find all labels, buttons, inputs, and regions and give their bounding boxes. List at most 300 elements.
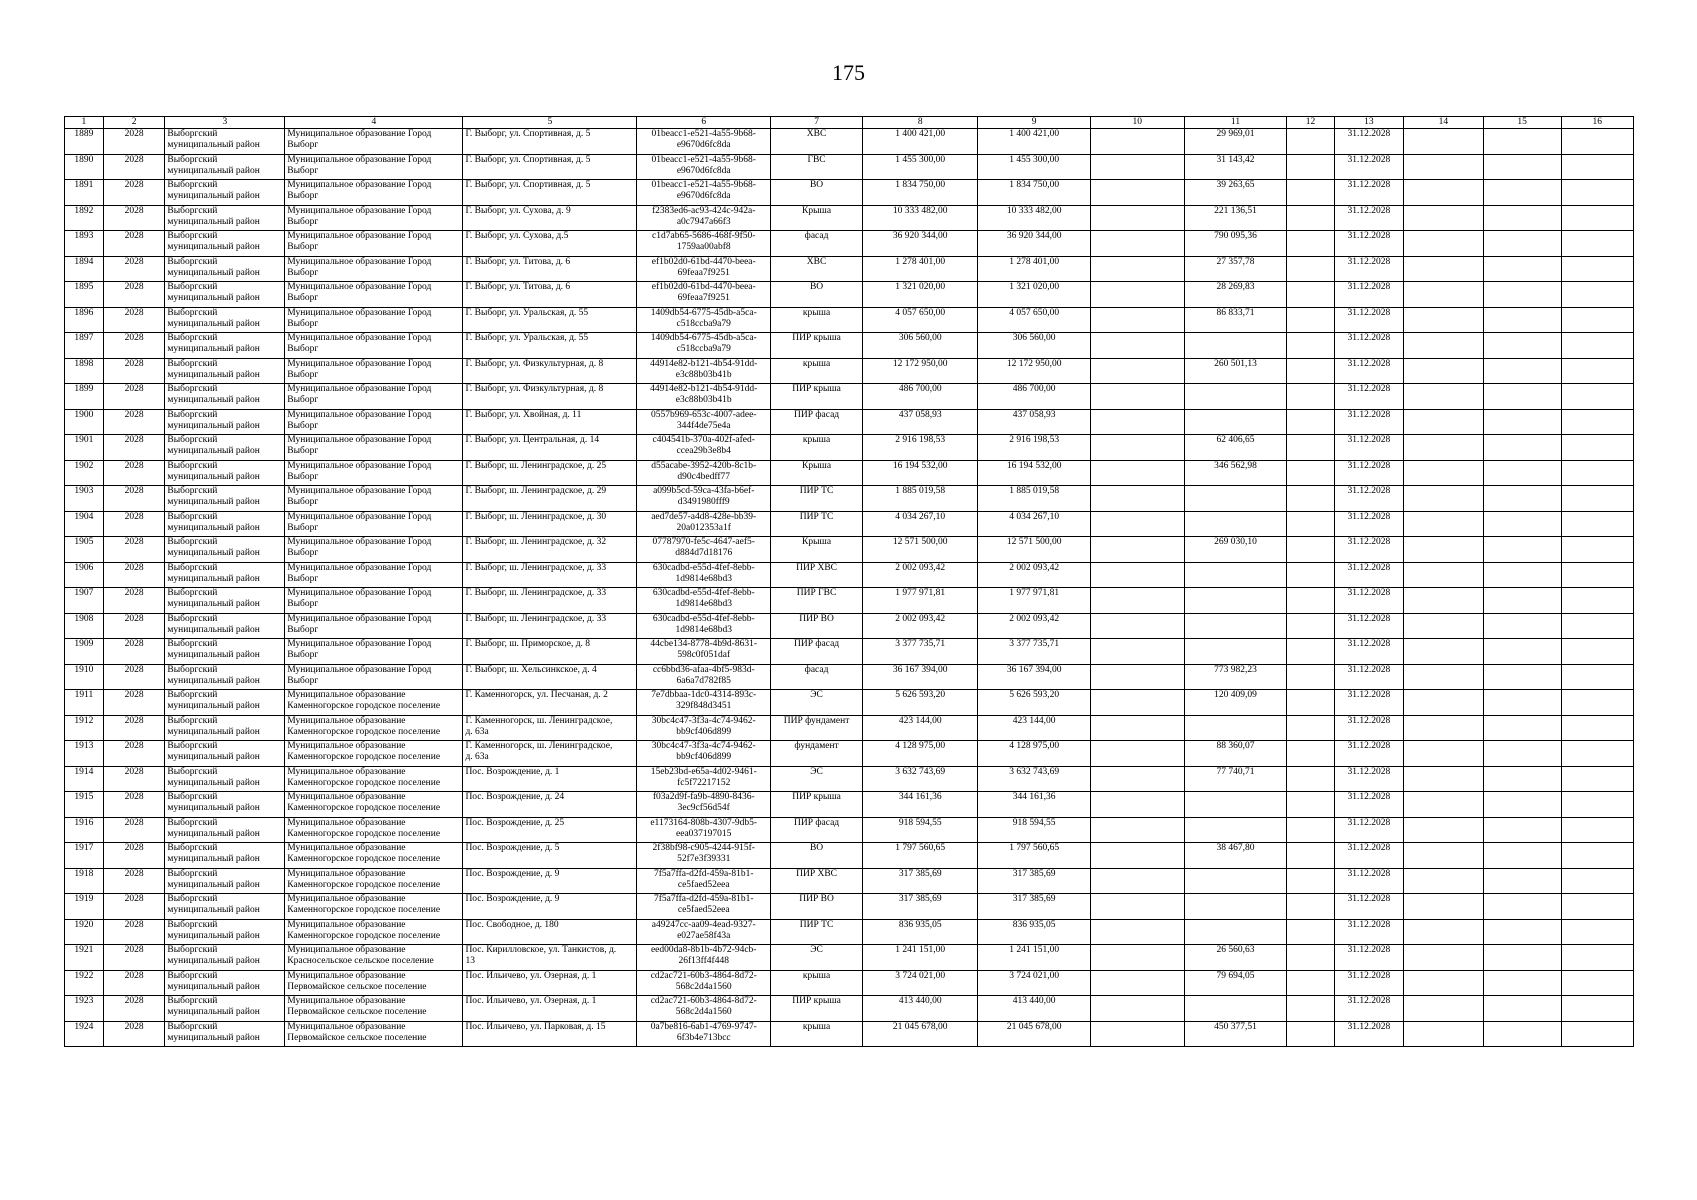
municipality-cell-line: Муниципальное образование: [287, 792, 406, 802]
fund-cost-cell: 36 167 394,00: [978, 664, 1090, 690]
col10-cell: [1090, 486, 1184, 512]
table-row: [65, 613, 1634, 639]
col16-cell: [1561, 333, 1633, 359]
house-guid-cell: [637, 843, 771, 869]
district-cell: [165, 970, 285, 996]
total-cost-cell: 3 724 021,00: [862, 970, 978, 996]
address-cell-line: Пос. Ильичево, ул. Парковая, д. 15: [465, 1021, 606, 1032]
work-type-cell: ВО: [771, 843, 863, 869]
row-number-cell: 1923: [65, 996, 104, 1022]
year-cell: 2028: [103, 843, 165, 869]
column-number-cell: 16: [1561, 117, 1633, 129]
house-guid-cell: [637, 562, 771, 588]
col16-cell: [1561, 307, 1633, 333]
house-guid-cell-line: 30bc4c47-3f3a-4c74-9462-: [651, 741, 756, 751]
total-cost-cell: 16 194 532,00: [862, 460, 978, 486]
work-type-cell: фундамент: [771, 741, 863, 767]
year-cell: 2028: [103, 1021, 165, 1047]
district-cell: [165, 409, 285, 435]
column-number-cell: 7: [771, 117, 863, 129]
house-guid-cell: [637, 664, 771, 690]
address-cell: [463, 945, 637, 971]
municipality-cell-line: Муниципальное образование: [287, 1021, 406, 1032]
house-guid-cell-line: cd2ac721-60b3-4864-8d72-: [650, 996, 757, 1006]
col12-cell: [1287, 766, 1335, 792]
col14-cell: [1403, 180, 1483, 206]
house-guid-cell: [637, 1021, 771, 1047]
row-number-cell: 1895: [65, 282, 104, 308]
municipality-cell-line: Каменногорское городское поселение: [287, 726, 441, 737]
municipality-cell: [285, 817, 463, 843]
col15-cell: [1483, 817, 1561, 843]
year-cell: 2028: [103, 333, 165, 359]
table-row: [65, 180, 1634, 206]
address-cell: [463, 741, 637, 767]
col14-cell: [1403, 970, 1483, 996]
address-cell: [463, 282, 637, 308]
house-guid-cell-line: 6a6a7d782f85: [676, 675, 731, 686]
col14-cell: [1403, 945, 1483, 971]
table-row: [65, 460, 1634, 486]
house-guid-cell-line: e1173164-808b-4307-9db5-: [650, 817, 758, 828]
col12-cell: [1287, 588, 1335, 614]
col16-cell: [1561, 409, 1633, 435]
work-type-cell: ПИР крыша: [771, 792, 863, 818]
house-guid-cell-line: 7f5a7ffa-d2fd-459a-81b1-: [653, 868, 754, 879]
col15-cell: [1483, 435, 1561, 461]
table-row: [65, 639, 1634, 665]
fund-cost-cell: 1 400 421,00: [978, 129, 1090, 155]
district-cell: [165, 588, 285, 614]
address-cell: [463, 868, 637, 894]
district-cell-line: Выборгский: [167, 358, 218, 369]
district-cell: [165, 919, 285, 945]
col15-cell: [1483, 256, 1561, 282]
municipality-cell-line: Выборг: [287, 675, 319, 686]
col14-cell: [1403, 792, 1483, 818]
col16-cell: [1561, 384, 1633, 410]
house-guid-cell: [637, 690, 771, 716]
municipality-cell-line: Каменногорское городское поселение: [287, 930, 441, 941]
row-number-cell: 1912: [65, 715, 104, 741]
municipality-cell-line: Выборг: [287, 344, 319, 354]
district-cell-line: Выборгский: [167, 690, 218, 700]
house-guid-cell: [637, 435, 771, 461]
house-guid-cell: [637, 358, 771, 384]
col11-cell: [1184, 868, 1287, 894]
district-cell-line: Выборгский: [167, 384, 218, 394]
col11-cell: [1184, 894, 1287, 920]
col16-cell: [1561, 129, 1633, 155]
col15-cell: [1483, 562, 1561, 588]
address-cell-line: Г. Выборг, ш. Ленинградское, д. 30: [465, 511, 607, 522]
municipality-cell-line: Выборг: [287, 191, 319, 201]
year-cell: 2028: [103, 588, 165, 614]
district-cell-line: Выборгский: [167, 792, 218, 802]
table-row: [65, 129, 1634, 155]
district-cell: [165, 205, 285, 231]
col12-cell: [1287, 792, 1335, 818]
municipality-cell-line: Выборг: [287, 420, 319, 431]
col16-cell: [1561, 460, 1633, 486]
col10-cell: [1090, 919, 1184, 945]
district-cell-line: муниципальный район: [167, 854, 260, 864]
house-guid-cell-line: 344f4de75e4a: [676, 420, 731, 431]
address-cell: [463, 129, 637, 155]
district-cell: [165, 154, 285, 180]
municipality-cell-line: Муниципальное образование Город: [287, 307, 432, 318]
deadline-cell: 31.12.2028: [1334, 868, 1403, 894]
district-cell-line: муниципальный район: [167, 165, 260, 176]
col10-cell: [1090, 715, 1184, 741]
house-guid-cell-line: d55acabe-3952-420b-8c1b-: [651, 460, 757, 471]
house-guid-cell-line: e027ae58f43a: [677, 930, 731, 941]
col12-cell: [1287, 205, 1335, 231]
house-guid-cell-line: e9670d6fc8da: [676, 140, 731, 150]
house-guid-cell: [637, 792, 771, 818]
col10-cell: [1090, 333, 1184, 359]
work-type-cell: ЭС: [771, 945, 863, 971]
district-cell-line: муниципальный район: [167, 497, 260, 507]
work-type-cell: ХВС: [771, 256, 863, 282]
district-cell-line: муниципальный район: [167, 726, 260, 737]
col14-cell: [1403, 435, 1483, 461]
table-row: [65, 996, 1634, 1022]
table-row: [65, 511, 1634, 537]
municipality-cell: [285, 996, 463, 1022]
address-cell-line: Г. Выборг, ш. Ленинградское, д. 32: [465, 537, 607, 547]
row-number-cell: 1924: [65, 1021, 104, 1047]
district-cell-line: Выборгский: [167, 817, 218, 828]
deadline-cell: 31.12.2028: [1334, 435, 1403, 461]
col10-cell: [1090, 868, 1184, 894]
col10-cell: [1090, 511, 1184, 537]
municipality-cell: [285, 256, 463, 282]
col15-cell: [1483, 205, 1561, 231]
house-guid-cell-line: 3ec9cf56d54f: [677, 803, 730, 813]
address-cell: [463, 537, 637, 563]
column-number-cell: 12: [1287, 117, 1335, 129]
deadline-cell: 31.12.2028: [1334, 180, 1403, 206]
col10-cell: [1090, 256, 1184, 282]
address-cell-line: д. 63а: [465, 726, 489, 737]
table-row: [65, 256, 1634, 282]
house-guid-cell: [637, 333, 771, 359]
district-cell-line: Выборгский: [167, 307, 218, 318]
address-cell-line: Г. Каменногорск, ш. Ленинградское,: [465, 741, 613, 751]
address-cell: [463, 562, 637, 588]
fund-cost-cell: 836 935,05: [978, 919, 1090, 945]
column-number-cell: 2: [103, 117, 165, 129]
address-cell: [463, 690, 637, 716]
municipality-cell: [285, 562, 463, 588]
col16-cell: [1561, 817, 1633, 843]
district-cell-line: Выборгский: [167, 154, 218, 165]
col10-cell: [1090, 690, 1184, 716]
municipality-cell-line: Муниципальное образование: [287, 894, 406, 904]
house-guid-cell-line: 568c2d4a1560: [675, 981, 732, 992]
address-cell-line: Г. Выборг, ш. Ленинградское, д. 33: [465, 562, 607, 573]
total-cost-cell: 4 034 267,10: [862, 511, 978, 537]
work-type-cell: ПИР фундамент: [771, 715, 863, 741]
district-cell: [165, 180, 285, 206]
deadline-cell: 31.12.2028: [1334, 231, 1403, 257]
fund-cost-cell: 3 377 735,71: [978, 639, 1090, 665]
municipality-cell-line: Каменногорское городское поселение: [287, 905, 441, 915]
address-cell-line: Г. Выборг, ш. Приморское, д. 8: [465, 639, 591, 649]
house-guid-cell-line: cd2ac721-60b3-4864-8d72-: [650, 970, 757, 981]
work-type-cell: ПИР фасад: [771, 639, 863, 665]
municipality-cell-line: Муниципальное образование Город: [287, 256, 432, 267]
deadline-cell: 31.12.2028: [1334, 154, 1403, 180]
col15-cell: [1483, 766, 1561, 792]
year-cell: 2028: [103, 511, 165, 537]
work-type-cell: фасад: [771, 231, 863, 257]
address-cell-line: Г. Выборг, ул. Сухова, д. 9: [465, 205, 571, 216]
district-cell: [165, 1021, 285, 1047]
address-cell-line: Г. Выборг, ул. Титова, д. 6: [465, 282, 571, 292]
col15-cell: [1483, 409, 1561, 435]
deadline-cell: 31.12.2028: [1334, 384, 1403, 410]
col14-cell: [1403, 129, 1483, 155]
municipality-cell-line: Муниципальное образование Город: [287, 154, 432, 165]
municipality-cell-line: Муниципальное образование Город: [287, 282, 432, 292]
house-guid-cell-line: fc5f72217152: [677, 777, 731, 788]
house-guid-cell-line: c404541b-370a-402f-afed-: [652, 435, 755, 445]
deadline-cell: 31.12.2028: [1334, 307, 1403, 333]
house-guid-cell-line: ef1b02d0-61bd-4470-beea-: [651, 256, 756, 267]
fund-cost-cell: 36 920 344,00: [978, 231, 1090, 257]
col12-cell: [1287, 154, 1335, 180]
col10-cell: [1090, 996, 1184, 1022]
table-row: [65, 205, 1634, 231]
table-row: [65, 409, 1634, 435]
district-cell: [165, 537, 285, 563]
col12-cell: [1287, 460, 1335, 486]
district-cell: [165, 613, 285, 639]
col12-cell: [1287, 435, 1335, 461]
district-cell-line: Выборгский: [167, 843, 218, 853]
deadline-cell: 31.12.2028: [1334, 282, 1403, 308]
col11-cell: [1184, 919, 1287, 945]
address-cell: [463, 333, 637, 359]
fund-cost-cell: 1 278 401,00: [978, 256, 1090, 282]
col10-cell: [1090, 970, 1184, 996]
year-cell: 2028: [103, 537, 165, 563]
fund-cost-cell: 437 058,93: [978, 409, 1090, 435]
deadline-cell: 31.12.2028: [1334, 537, 1403, 563]
district-cell: [165, 817, 285, 843]
col11-cell: 26 560,63: [1184, 945, 1287, 971]
fund-cost-cell: 3 632 743,69: [978, 766, 1090, 792]
house-guid-cell-line: e3c88b03b41b: [675, 369, 732, 380]
col10-cell: [1090, 409, 1184, 435]
deadline-cell: 31.12.2028: [1334, 792, 1403, 818]
col10-cell: [1090, 358, 1184, 384]
address-cell: [463, 460, 637, 486]
house-guid-cell: [637, 588, 771, 614]
page-number: 175: [832, 60, 865, 85]
district-cell-line: Выборгский: [167, 282, 218, 292]
house-guid-cell-line: 44914e82-b121-4b54-91dd-: [650, 384, 758, 394]
col12-cell: [1287, 970, 1335, 996]
municipality-cell-line: Муниципальное образование: [287, 690, 406, 700]
municipality-cell-line: Выборг: [287, 624, 319, 635]
row-number-cell: 1908: [65, 613, 104, 639]
house-guid-cell-line: 630cadbd-e55d-4fef-8ebb-: [652, 562, 755, 573]
total-cost-cell: 2 002 093,42: [862, 562, 978, 588]
column-number-row: [65, 117, 1634, 129]
col16-cell: [1561, 945, 1633, 971]
house-guid-cell-line: 44914e82-b121-4b54-91dd-: [650, 358, 758, 369]
municipality-cell-line: Муниципальное образование: [287, 715, 406, 726]
district-cell: [165, 435, 285, 461]
municipality-cell-line: Выборг: [287, 446, 319, 456]
work-type-cell: Крыша: [771, 460, 863, 486]
col10-cell: [1090, 154, 1184, 180]
municipality-cell: [285, 307, 463, 333]
district-cell-line: муниципальный район: [167, 879, 260, 890]
house-guid-cell: [637, 894, 771, 920]
col16-cell: [1561, 205, 1633, 231]
municipality-cell-line: Каменногорское городское поселение: [287, 701, 441, 711]
col15-cell: [1483, 945, 1561, 971]
row-number-cell: 1918: [65, 868, 104, 894]
municipality-cell-line: Муниципальное образование: [287, 945, 406, 955]
house-guid-cell-line: 0557b969-653c-4007-adee-: [650, 409, 757, 420]
row-number-cell: 1897: [65, 333, 104, 359]
district-cell-line: муниципальный район: [167, 267, 260, 278]
address-cell-line: Г. Выборг, ш. Ленинградское, д. 33: [465, 613, 607, 624]
municipality-cell: [285, 154, 463, 180]
col11-cell: [1184, 715, 1287, 741]
address-cell-line: Г. Выборг, ул. Спортивная, д. 5: [465, 129, 591, 139]
deadline-cell: 31.12.2028: [1334, 639, 1403, 665]
col11-cell: 28 269,83: [1184, 282, 1287, 308]
house-guid-cell-line: 52f7e3f39331: [677, 854, 731, 864]
district-cell-line: муниципальный район: [167, 752, 260, 762]
municipality-cell: [285, 409, 463, 435]
col16-cell: [1561, 1021, 1633, 1047]
col14-cell: [1403, 843, 1483, 869]
col16-cell: [1561, 639, 1633, 665]
row-number-cell: 1892: [65, 205, 104, 231]
work-type-cell: ПИР ТС: [771, 511, 863, 537]
municipality-cell-line: Муниципальное образование: [287, 741, 406, 751]
district-cell-line: муниципальный район: [167, 650, 260, 660]
municipality-cell-line: Выборг: [287, 497, 319, 507]
house-guid-cell: [637, 384, 771, 410]
fund-cost-cell: 2 002 093,42: [978, 613, 1090, 639]
fund-cost-cell: 4 128 975,00: [978, 741, 1090, 767]
house-guid-cell-line: 1759aa00abf8: [676, 242, 731, 252]
fund-cost-cell: 3 724 021,00: [978, 970, 1090, 996]
column-number-cell: 14: [1403, 117, 1483, 129]
district-cell: [165, 256, 285, 282]
table-row: [65, 970, 1634, 996]
col11-cell: 88 360,07: [1184, 741, 1287, 767]
address-cell-line: Г. Выборг, ул. Спортивная, д. 5: [465, 180, 591, 190]
address-cell: [463, 180, 637, 206]
work-type-cell: ЭС: [771, 766, 863, 792]
col16-cell: [1561, 537, 1633, 563]
col10-cell: [1090, 945, 1184, 971]
house-guid-cell-line: e9670d6fc8da: [676, 165, 731, 176]
col12-cell: [1287, 613, 1335, 639]
col12-cell: [1287, 256, 1335, 282]
district-cell-line: муниципальный район: [167, 956, 260, 966]
work-type-cell: ПИР ТС: [771, 486, 863, 512]
col14-cell: [1403, 409, 1483, 435]
district-cell: [165, 792, 285, 818]
municipality-cell: [285, 613, 463, 639]
col16-cell: [1561, 562, 1633, 588]
district-cell: [165, 996, 285, 1022]
municipality-cell: [285, 180, 463, 206]
district-cell-line: муниципальный район: [167, 803, 260, 813]
work-type-cell: крыша: [771, 1021, 863, 1047]
house-guid-cell-line: 07787970-fe5c-4647-aef5-: [652, 537, 755, 547]
municipality-cell-line: Муниципальное образование: [287, 843, 406, 853]
municipality-cell-line: Муниципальное образование Город: [287, 333, 432, 343]
work-type-cell: ПИР ГВС: [771, 588, 863, 614]
col16-cell: [1561, 613, 1633, 639]
col14-cell: [1403, 511, 1483, 537]
col16-cell: [1561, 792, 1633, 818]
col15-cell: [1483, 664, 1561, 690]
row-number-cell: 1899: [65, 384, 104, 410]
col15-cell: [1483, 843, 1561, 869]
total-cost-cell: 1 455 300,00: [862, 154, 978, 180]
address-cell: [463, 792, 637, 818]
address-cell: [463, 256, 637, 282]
municipality-cell: [285, 435, 463, 461]
deadline-cell: 31.12.2028: [1334, 129, 1403, 155]
work-type-cell: ЭС: [771, 690, 863, 716]
district-cell-line: Выборгский: [167, 256, 218, 267]
municipality-cell: [285, 460, 463, 486]
district-cell-line: муниципальный район: [167, 420, 260, 431]
total-cost-cell: 317 385,69: [862, 894, 978, 920]
municipality-cell-line: Муниципальное образование Город: [287, 180, 432, 190]
house-guid-cell-line: 568c2d4a1560: [675, 1007, 732, 1017]
municipality-cell: [285, 588, 463, 614]
total-cost-cell: 1 321 020,00: [862, 282, 978, 308]
address-cell-line: Пос. Возрождение, д. 24: [465, 792, 565, 802]
house-guid-cell-line: 7f5a7ffa-d2fd-459a-81b1-: [653, 894, 754, 904]
col16-cell: [1561, 690, 1633, 716]
municipality-cell: [285, 333, 463, 359]
deadline-cell: 31.12.2028: [1334, 409, 1403, 435]
year-cell: 2028: [103, 919, 165, 945]
col11-cell: 269 030,10: [1184, 537, 1287, 563]
col11-cell: 221 136,51: [1184, 205, 1287, 231]
municipality-cell-line: Каменногорское городское поселение: [287, 854, 441, 864]
house-guid-cell-line: e9670d6fc8da: [676, 191, 731, 201]
house-guid-cell-line: f03a2d9f-fa9b-4890-8436-: [652, 792, 755, 802]
house-guid-cell: [637, 205, 771, 231]
fund-cost-cell: 4 057 650,00: [978, 307, 1090, 333]
col10-cell: [1090, 664, 1184, 690]
table-row: [65, 537, 1634, 563]
col12-cell: [1287, 894, 1335, 920]
district-cell-line: муниципальный район: [167, 981, 260, 992]
address-cell: [463, 639, 637, 665]
col10-cell: [1090, 613, 1184, 639]
municipality-cell-line: Первомайское сельское поселение: [287, 1032, 427, 1043]
col10-cell: [1090, 307, 1184, 333]
total-cost-cell: 5 626 593,20: [862, 690, 978, 716]
